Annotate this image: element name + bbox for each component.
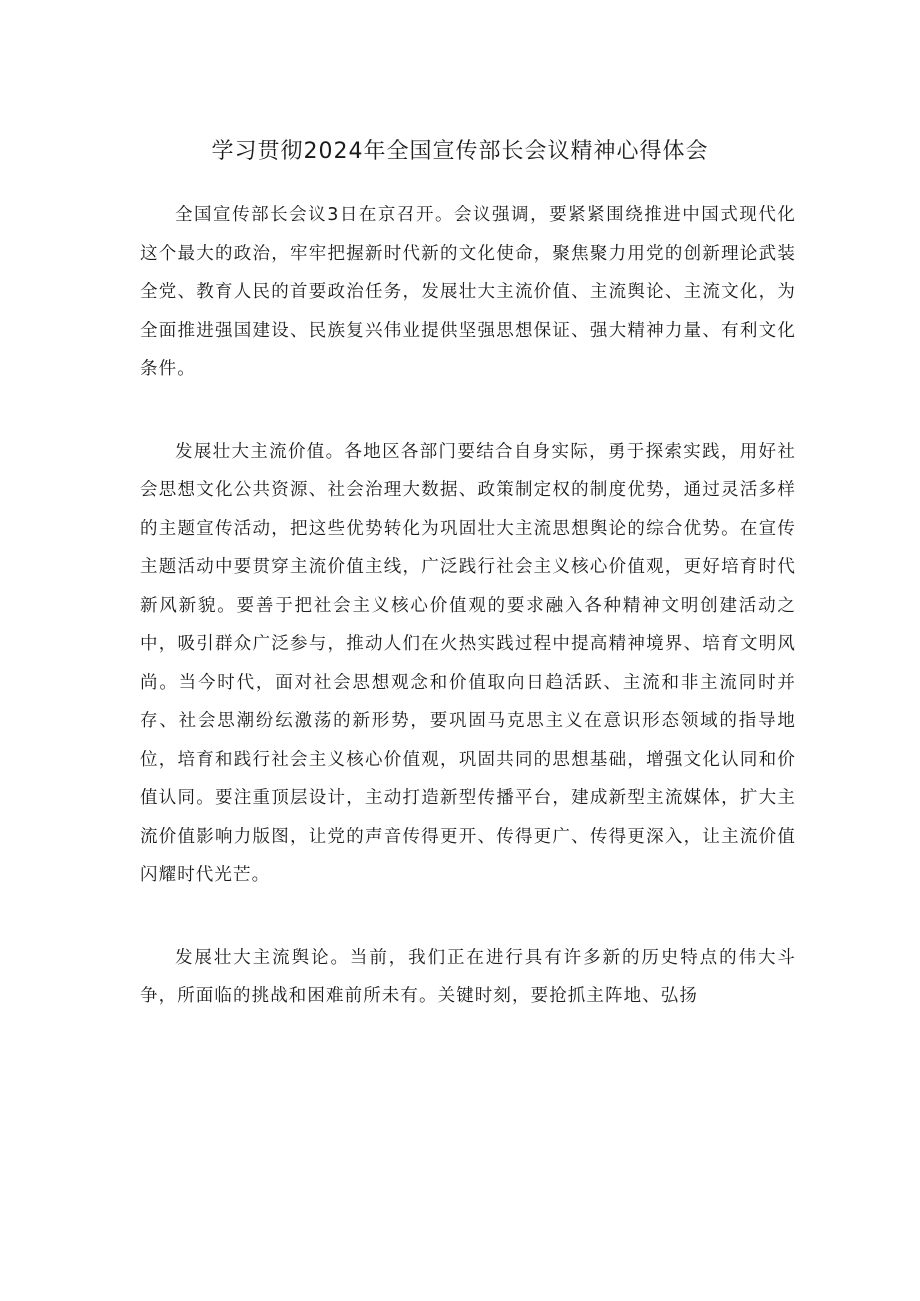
paragraph-mainstream-values: 发展壮大主流价值。各地区各部门要结合自身实际，勇于探索实践，用好社会思想文化公共资源、社会治理大数据、政策制定权的制度优势，通过灵活多样的主题宣传活动，把这些优势转化为巩固壮大主流思想舆论的综合优势。在宣传主题活动中要贯穿主流价值主线，广泛践行社会主义核心价值观，更好培育时代新风新貌。要善于把社会主义核心价值观的要求融入各种精神文明创建活动之中，吸引群众广泛参与，推动人们在火热实践过程中提高精神境界、培育文明风尚。当今时代，面对社会思想观念和价值取向日趋活跃、主流和非主流同时并存、社会思潮纷纭激荡的新形势，要巩固马克思主义在意识形态领域的指导地位，培育和践行社会主义核心价值观，巩固共同的思想基础，增强文化认同和价值认同。要注重顶层设计，主动打造新型传播平台，建成新型主流媒体，扩大主流价值影响力版图，让党的声音传得更开、传得更广、传得更深入，让主流价值闪耀时代光芒。: [140, 441, 796, 885]
document-body: [140, 196, 796, 1060]
document-title: 学习贯彻2024年全国宣传部长会议精神心得体会: [211, 139, 709, 164]
paragraph-intro: 全国宣传部长会议3日在京召开。会议强调，要紧紧围绕推进中国式现代化这个最大的政治，牢牢把握新时代新的文化使命，聚焦聚力用党的创新理论武装全党、教育人民的首要政治任务，发展壮大主流价值、主流舆论、主流文化，为全面推进强国建设、民族复兴伟业提供坚强思想保证、强大精神力量、有利文化条件。: [140, 205, 796, 379]
paragraph-mainstream-opinion: 发展壮大主流舆论。当前，我们正在进行具有许多新的历史特点的伟大斗争，所面临的挑战和困难前所未有。关键时刻，要抢抓主阵地、弘扬: [140, 947, 796, 1006]
